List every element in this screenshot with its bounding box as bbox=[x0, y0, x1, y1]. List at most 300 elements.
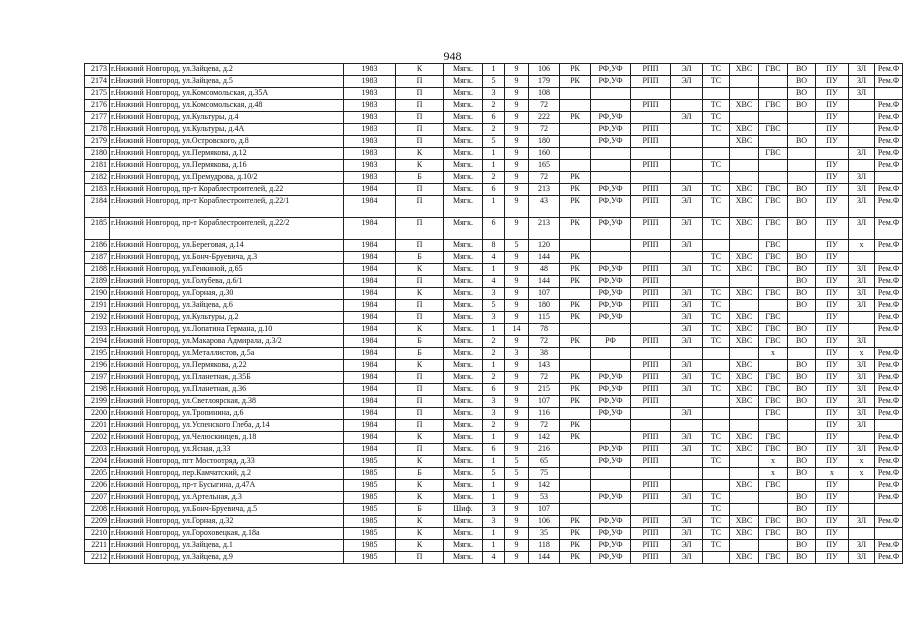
floors-cell: 9 bbox=[505, 504, 529, 516]
service-rk-cell bbox=[560, 100, 591, 112]
table-row bbox=[85, 552, 903, 564]
entrances-cell: 2 bbox=[483, 172, 505, 184]
wall-material-cell: К bbox=[396, 516, 444, 528]
apartments-cell: 108 bbox=[529, 88, 560, 100]
service-rpp-cell: РПП bbox=[631, 136, 671, 148]
address-cell: г.Нижний Новгород, ул.Тропинина, д.6 bbox=[110, 408, 344, 420]
service-pu-cell: ПУ bbox=[816, 196, 849, 218]
row-number-cell: 2197 bbox=[85, 372, 110, 384]
service-rk-cell: РК bbox=[560, 264, 591, 276]
build-year-cell: 1984 bbox=[344, 264, 396, 276]
service-hvs-cell: ХВС bbox=[730, 324, 759, 336]
service-vo-cell: ВО bbox=[788, 288, 816, 300]
apartments-cell: 215 bbox=[529, 384, 560, 396]
service-gvs-cell: ГВС bbox=[759, 264, 788, 276]
table-row bbox=[85, 112, 903, 124]
address-cell: г.Нижний Новгород, пр-т Бусыгина, д.47А bbox=[110, 480, 344, 492]
service-el-cell: ЭЛ bbox=[671, 64, 703, 76]
service-rpp-cell bbox=[631, 112, 671, 124]
service-rem-f-cell: Рем.Ф bbox=[875, 432, 903, 444]
service-zl-cell: ЗЛ bbox=[849, 516, 875, 528]
service-hvs-cell: ХВС bbox=[730, 184, 759, 196]
roof-type-cell: Мягк. bbox=[444, 552, 483, 564]
table-row bbox=[85, 372, 903, 384]
row-number-cell: 2206 bbox=[85, 480, 110, 492]
service-ts-cell bbox=[703, 480, 730, 492]
service-hvs-cell bbox=[730, 300, 759, 312]
row-number-cell: 2209 bbox=[85, 516, 110, 528]
address-cell: г.Нижний Новгород, ул.Артельная, д.3 bbox=[110, 492, 344, 504]
service-gvs-cell bbox=[759, 76, 788, 88]
table-row bbox=[85, 88, 903, 100]
apartments-cell: 107 bbox=[529, 288, 560, 300]
address-cell: г.Нижний Новгород, ул.Зайцева, д.2 bbox=[110, 64, 344, 76]
service-zl-cell bbox=[849, 480, 875, 492]
service-rk-cell bbox=[560, 124, 591, 136]
build-year-cell: 1983 bbox=[344, 136, 396, 148]
service-ts-cell: ТС bbox=[703, 336, 730, 348]
row-number-cell: 2189 bbox=[85, 276, 110, 288]
service-rem-f-cell: Рем.Ф bbox=[875, 516, 903, 528]
service-ts-cell bbox=[703, 148, 730, 160]
service-rk-cell: РК bbox=[560, 172, 591, 184]
address-cell: г.Нижний Новгород, ул.Культуры, д.2 bbox=[110, 312, 344, 324]
entrances-cell: 1 bbox=[483, 324, 505, 336]
apartments-cell: 160 bbox=[529, 148, 560, 160]
service-rf-uf-cell: РФ,УФ bbox=[591, 312, 631, 324]
service-gvs-cell bbox=[759, 504, 788, 516]
service-zl-cell: ЗЛ bbox=[849, 300, 875, 312]
entrances-cell: 5 bbox=[483, 136, 505, 148]
row-number-cell: 2199 bbox=[85, 396, 110, 408]
table-row bbox=[85, 420, 903, 432]
service-pu-cell: ПУ bbox=[816, 480, 849, 492]
apartments-cell: 53 bbox=[529, 492, 560, 504]
floors-cell: 5 bbox=[505, 240, 529, 252]
service-ts-cell: ТС bbox=[703, 528, 730, 540]
service-ts-cell: ТС bbox=[703, 312, 730, 324]
service-rf-uf-cell: РФ,УФ bbox=[591, 76, 631, 88]
service-ts-cell bbox=[703, 468, 730, 480]
roof-type-cell: Мягк. bbox=[444, 516, 483, 528]
apartments-cell: 78 bbox=[529, 324, 560, 336]
service-pu-cell: ПУ bbox=[816, 124, 849, 136]
service-pu-cell: ПУ bbox=[816, 76, 849, 88]
service-el-cell: ЭЛ bbox=[671, 492, 703, 504]
service-rf-uf-cell bbox=[591, 252, 631, 264]
floors-cell: 14 bbox=[505, 324, 529, 336]
address-cell: г.Нижний Новгород, ул.Комсомольская, д.35А bbox=[110, 88, 344, 100]
service-rem-f-cell: Рем.Ф bbox=[875, 456, 903, 468]
service-ts-cell: ТС bbox=[703, 76, 730, 88]
entrances-cell: 3 bbox=[483, 516, 505, 528]
service-rem-f-cell: Рем.Ф bbox=[875, 76, 903, 88]
service-rem-f-cell: Рем.Ф bbox=[875, 348, 903, 360]
service-hvs-cell bbox=[730, 456, 759, 468]
service-pu-cell: ПУ bbox=[816, 324, 849, 336]
service-ts-cell bbox=[703, 88, 730, 100]
service-pu-cell: ПУ bbox=[816, 184, 849, 196]
service-rpp-cell bbox=[631, 172, 671, 184]
build-year-cell: 1985 bbox=[344, 468, 396, 480]
service-ts-cell: ТС bbox=[703, 100, 730, 112]
entrances-cell: 3 bbox=[483, 396, 505, 408]
service-zl-cell bbox=[849, 432, 875, 444]
service-pu-cell: ПУ bbox=[816, 336, 849, 348]
service-rpp-cell: РПП bbox=[631, 492, 671, 504]
service-rpp-cell: РПП bbox=[631, 456, 671, 468]
row-number-cell: 2180 bbox=[85, 148, 110, 160]
service-hvs-cell: ХВС bbox=[730, 264, 759, 276]
wall-material-cell: П bbox=[396, 76, 444, 88]
service-hvs-cell bbox=[730, 112, 759, 124]
address-cell: г.Нижний Новгород, ул.Зайцева, д.5 bbox=[110, 76, 344, 88]
service-vo-cell bbox=[788, 480, 816, 492]
service-rk-cell: РК bbox=[560, 552, 591, 564]
build-year-cell: 1983 bbox=[344, 76, 396, 88]
service-rk-cell: РК bbox=[560, 312, 591, 324]
service-ts-cell bbox=[703, 348, 730, 360]
service-vo-cell: ВО bbox=[788, 360, 816, 372]
entrances-cell: 6 bbox=[483, 444, 505, 456]
service-vo-cell bbox=[788, 312, 816, 324]
wall-material-cell: П bbox=[396, 184, 444, 196]
floors-cell: 9 bbox=[505, 64, 529, 76]
service-el-cell: ЭЛ bbox=[671, 324, 703, 336]
service-rk-cell bbox=[560, 240, 591, 252]
service-zl-cell: ЗЛ bbox=[849, 218, 875, 240]
entrances-cell: 6 bbox=[483, 184, 505, 196]
service-gvs-cell: ГВС bbox=[759, 124, 788, 136]
wall-material-cell: П bbox=[396, 218, 444, 240]
roof-type-cell: Мягк. bbox=[444, 528, 483, 540]
roof-type-cell: Мягк. bbox=[444, 252, 483, 264]
service-pu-cell: ПУ bbox=[816, 172, 849, 184]
entrances-cell: 6 bbox=[483, 218, 505, 240]
service-rem-f-cell bbox=[875, 504, 903, 516]
apartments-cell: 72 bbox=[529, 420, 560, 432]
service-ts-cell: ТС bbox=[703, 64, 730, 76]
row-number-cell: 2176 bbox=[85, 100, 110, 112]
wall-material-cell: Б bbox=[396, 336, 444, 348]
service-rf-uf-cell: РФ,УФ bbox=[591, 264, 631, 276]
apartments-cell: 222 bbox=[529, 112, 560, 124]
floors-cell: 9 bbox=[505, 528, 529, 540]
service-rf-uf-cell: РФ,УФ bbox=[591, 124, 631, 136]
build-year-cell: 1983 bbox=[344, 172, 396, 184]
build-year-cell: 1985 bbox=[344, 528, 396, 540]
service-el-cell: ЭЛ bbox=[671, 408, 703, 420]
service-hvs-cell bbox=[730, 504, 759, 516]
wall-material-cell: П bbox=[396, 124, 444, 136]
service-rk-cell: РК bbox=[560, 516, 591, 528]
table-body bbox=[85, 64, 903, 564]
service-el-cell: ЭЛ bbox=[671, 540, 703, 552]
row-number-cell: 2212 bbox=[85, 552, 110, 564]
roof-type-cell: Мягк. bbox=[444, 396, 483, 408]
service-pu-cell: ПУ bbox=[816, 552, 849, 564]
wall-material-cell: Б bbox=[396, 504, 444, 516]
service-vo-cell: ВО bbox=[788, 64, 816, 76]
service-zl-cell: ЗЛ bbox=[849, 76, 875, 88]
wall-material-cell: П bbox=[396, 312, 444, 324]
row-number-cell: 2185 bbox=[85, 218, 110, 240]
floors-cell: 5 bbox=[505, 456, 529, 468]
service-gvs-cell bbox=[759, 160, 788, 172]
apartments-cell: 143 bbox=[529, 360, 560, 372]
service-zl-cell: ЗЛ bbox=[849, 88, 875, 100]
row-number-cell: 2201 bbox=[85, 420, 110, 432]
service-el-cell: ЭЛ bbox=[671, 240, 703, 252]
service-el-cell: ЭЛ bbox=[671, 184, 703, 196]
service-rf-uf-cell: РФ,УФ bbox=[591, 372, 631, 384]
address-cell: г.Нижний Новгород, ул.Генкиной, д.65 bbox=[110, 264, 344, 276]
address-cell: г.Нижний Новгород, пер.Камчатский, д.2 bbox=[110, 468, 344, 480]
entrances-cell: 6 bbox=[483, 384, 505, 396]
service-ts-cell: ТС bbox=[703, 160, 730, 172]
entrances-cell: 1 bbox=[483, 492, 505, 504]
service-rk-cell: РК bbox=[560, 218, 591, 240]
entrances-cell: 4 bbox=[483, 552, 505, 564]
floors-cell: 9 bbox=[505, 288, 529, 300]
build-year-cell: 1983 bbox=[344, 88, 396, 100]
apartments-cell: 144 bbox=[529, 552, 560, 564]
build-year-cell: 1984 bbox=[344, 252, 396, 264]
apartments-cell: 118 bbox=[529, 540, 560, 552]
service-rk-cell bbox=[560, 456, 591, 468]
service-rf-uf-cell bbox=[591, 100, 631, 112]
service-hvs-cell bbox=[730, 420, 759, 432]
row-number-cell: 2196 bbox=[85, 360, 110, 372]
service-pu-cell: ПУ bbox=[816, 100, 849, 112]
floors-cell: 9 bbox=[505, 384, 529, 396]
row-number-cell: 2191 bbox=[85, 300, 110, 312]
service-el-cell: ЭЛ bbox=[671, 336, 703, 348]
service-rk-cell bbox=[560, 444, 591, 456]
service-zl-cell bbox=[849, 124, 875, 136]
service-rem-f-cell: Рем.Ф bbox=[875, 196, 903, 218]
table-row bbox=[85, 100, 903, 112]
service-el-cell: ЭЛ bbox=[671, 218, 703, 240]
address-cell: г.Нижний Новгород, ул.Зайцева, д.9 bbox=[110, 552, 344, 564]
table-row bbox=[85, 160, 903, 172]
roof-type-cell: Мягк. bbox=[444, 372, 483, 384]
service-rem-f-cell: Рем.Ф bbox=[875, 468, 903, 480]
service-rk-cell bbox=[560, 348, 591, 360]
entrances-cell: 1 bbox=[483, 148, 505, 160]
service-pu-cell: ПУ bbox=[816, 456, 849, 468]
address-cell: г.Нижний Новгород, ул.Лопатина Германа, д.10 bbox=[110, 324, 344, 336]
service-gvs-cell bbox=[759, 540, 788, 552]
roof-type-cell: Мягк. bbox=[444, 218, 483, 240]
service-gvs-cell: ГВС bbox=[759, 148, 788, 160]
service-pu-cell: ПУ bbox=[816, 88, 849, 100]
service-el-cell: ЭЛ bbox=[671, 372, 703, 384]
service-el-cell bbox=[671, 504, 703, 516]
service-pu-cell: ПУ bbox=[816, 264, 849, 276]
service-rpp-cell: РПП bbox=[631, 64, 671, 76]
address-cell: г.Нижний Новгород, ул.Зайцева, д.1 bbox=[110, 540, 344, 552]
apartments-cell: 120 bbox=[529, 240, 560, 252]
table-row bbox=[85, 148, 903, 160]
service-rf-uf-cell bbox=[591, 432, 631, 444]
service-hvs-cell: ХВС bbox=[730, 480, 759, 492]
wall-material-cell: П bbox=[396, 240, 444, 252]
service-vo-cell: ВО bbox=[788, 196, 816, 218]
service-zl-cell: ЗЛ bbox=[849, 408, 875, 420]
service-rk-cell: РК bbox=[560, 252, 591, 264]
service-el-cell bbox=[671, 172, 703, 184]
floors-cell: 9 bbox=[505, 396, 529, 408]
address-cell: г.Нижний Новгород, ул.Планетная, д.36 bbox=[110, 384, 344, 396]
wall-material-cell: К bbox=[396, 492, 444, 504]
service-zl-cell bbox=[849, 312, 875, 324]
service-rk-cell bbox=[560, 408, 591, 420]
service-rpp-cell bbox=[631, 312, 671, 324]
table-row bbox=[85, 432, 903, 444]
service-vo-cell bbox=[788, 160, 816, 172]
service-pu-cell: ПУ bbox=[816, 348, 849, 360]
apartments-cell: 106 bbox=[529, 516, 560, 528]
address-cell: г.Нижний Новгород, пр-т Кораблестроителей, д.22 bbox=[110, 184, 344, 196]
build-year-cell: 1984 bbox=[344, 300, 396, 312]
table-row bbox=[85, 136, 903, 148]
service-zl-cell bbox=[849, 252, 875, 264]
service-pu-cell: ПУ bbox=[816, 408, 849, 420]
wall-material-cell: П bbox=[396, 276, 444, 288]
table-row bbox=[85, 240, 903, 252]
service-rf-uf-cell: РФ,УФ bbox=[591, 218, 631, 240]
roof-type-cell: Шиф. bbox=[444, 504, 483, 516]
service-pu-cell: ПУ bbox=[816, 312, 849, 324]
entrances-cell: 2 bbox=[483, 420, 505, 432]
address-cell: г.Нижний Новгород, ул.Металлистов, д.5а bbox=[110, 348, 344, 360]
service-zl-cell: ЗЛ bbox=[849, 64, 875, 76]
build-year-cell: 1984 bbox=[344, 396, 396, 408]
service-zl-cell: х bbox=[849, 240, 875, 252]
service-el-cell bbox=[671, 252, 703, 264]
roof-type-cell: Мягк. bbox=[444, 100, 483, 112]
service-hvs-cell: ХВС bbox=[730, 552, 759, 564]
service-hvs-cell bbox=[730, 76, 759, 88]
service-pu-cell bbox=[816, 148, 849, 160]
service-rpp-cell: РПП bbox=[631, 288, 671, 300]
service-rk-cell bbox=[560, 468, 591, 480]
floors-cell: 9 bbox=[505, 432, 529, 444]
service-pu-cell: ПУ bbox=[816, 492, 849, 504]
service-rf-uf-cell: РФ bbox=[591, 336, 631, 348]
service-hvs-cell: ХВС bbox=[730, 396, 759, 408]
service-rf-uf-cell: РФ,УФ bbox=[591, 112, 631, 124]
service-rpp-cell: РПП bbox=[631, 300, 671, 312]
service-hvs-cell: ХВС bbox=[730, 196, 759, 218]
service-zl-cell: ЗЛ bbox=[849, 444, 875, 456]
service-rk-cell bbox=[560, 480, 591, 492]
wall-material-cell: К bbox=[396, 288, 444, 300]
service-ts-cell: ТС bbox=[703, 218, 730, 240]
service-rpp-cell: РПП bbox=[631, 528, 671, 540]
build-year-cell: 1984 bbox=[344, 184, 396, 196]
wall-material-cell: П bbox=[396, 384, 444, 396]
table-row bbox=[85, 300, 903, 312]
apartments-cell: 35 bbox=[529, 528, 560, 540]
row-number-cell: 2193 bbox=[85, 324, 110, 336]
roof-type-cell: Мягк. bbox=[444, 240, 483, 252]
row-number-cell: 2207 bbox=[85, 492, 110, 504]
service-zl-cell bbox=[849, 112, 875, 124]
service-zl-cell: ЗЛ bbox=[849, 264, 875, 276]
row-number-cell: 2183 bbox=[85, 184, 110, 196]
service-rem-f-cell bbox=[875, 420, 903, 432]
service-rpp-cell: РПП bbox=[631, 76, 671, 88]
build-year-cell: 1984 bbox=[344, 384, 396, 396]
roof-type-cell: Мягк. bbox=[444, 540, 483, 552]
service-rpp-cell: РПП bbox=[631, 480, 671, 492]
service-zl-cell: ЗЛ bbox=[849, 360, 875, 372]
entrances-cell: 3 bbox=[483, 88, 505, 100]
service-pu-cell: ПУ bbox=[816, 360, 849, 372]
service-rem-f-cell: Рем.Ф bbox=[875, 276, 903, 288]
service-vo-cell: ВО bbox=[788, 396, 816, 408]
address-cell: г.Нижний Новгород, ул.Голубева, д.6/1 bbox=[110, 276, 344, 288]
wall-material-cell: К bbox=[396, 264, 444, 276]
apartments-cell: 107 bbox=[529, 504, 560, 516]
service-ts-cell: ТС bbox=[703, 444, 730, 456]
service-rpp-cell: РПП bbox=[631, 218, 671, 240]
service-rf-uf-cell: РФ,УФ bbox=[591, 184, 631, 196]
housing-registry-table bbox=[84, 63, 903, 564]
roof-type-cell: Мягк. bbox=[444, 432, 483, 444]
entrances-cell: 1 bbox=[483, 432, 505, 444]
apartments-cell: 142 bbox=[529, 432, 560, 444]
address-cell: г.Нижний Новгород, ул.Ясная, д.33 bbox=[110, 444, 344, 456]
service-gvs-cell: х bbox=[759, 468, 788, 480]
floors-cell: 9 bbox=[505, 124, 529, 136]
apartments-cell: 144 bbox=[529, 252, 560, 264]
service-rem-f-cell: Рем.Ф bbox=[875, 372, 903, 384]
floors-cell: 9 bbox=[505, 552, 529, 564]
service-rpp-cell: РПП bbox=[631, 196, 671, 218]
entrances-cell: 5 bbox=[483, 468, 505, 480]
service-gvs-cell: ГВС bbox=[759, 384, 788, 396]
service-vo-cell bbox=[788, 240, 816, 252]
row-number-cell: 2186 bbox=[85, 240, 110, 252]
service-rf-uf-cell: РФ,УФ bbox=[591, 540, 631, 552]
roof-type-cell: Мягк. bbox=[444, 124, 483, 136]
apartments-cell: 72 bbox=[529, 100, 560, 112]
build-year-cell: 1984 bbox=[344, 372, 396, 384]
service-hvs-cell bbox=[730, 348, 759, 360]
service-pu-cell: ПУ bbox=[816, 396, 849, 408]
service-el-cell bbox=[671, 456, 703, 468]
service-ts-cell: ТС bbox=[703, 456, 730, 468]
service-gvs-cell: ГВС bbox=[759, 218, 788, 240]
service-gvs-cell bbox=[759, 88, 788, 100]
wall-material-cell: П bbox=[396, 444, 444, 456]
service-rf-uf-cell bbox=[591, 160, 631, 172]
service-rk-cell bbox=[560, 160, 591, 172]
service-el-cell: ЭЛ bbox=[671, 300, 703, 312]
service-rk-cell: РК bbox=[560, 300, 591, 312]
apartments-cell: 180 bbox=[529, 136, 560, 148]
roof-type-cell: Мягк. bbox=[444, 264, 483, 276]
address-cell: г.Нижний Новгород, ул.Пермякова, д.12 bbox=[110, 148, 344, 160]
build-year-cell: 1983 bbox=[344, 112, 396, 124]
service-el-cell bbox=[671, 88, 703, 100]
build-year-cell: 1983 bbox=[344, 124, 396, 136]
entrances-cell: 4 bbox=[483, 276, 505, 288]
entrances-cell: 6 bbox=[483, 112, 505, 124]
